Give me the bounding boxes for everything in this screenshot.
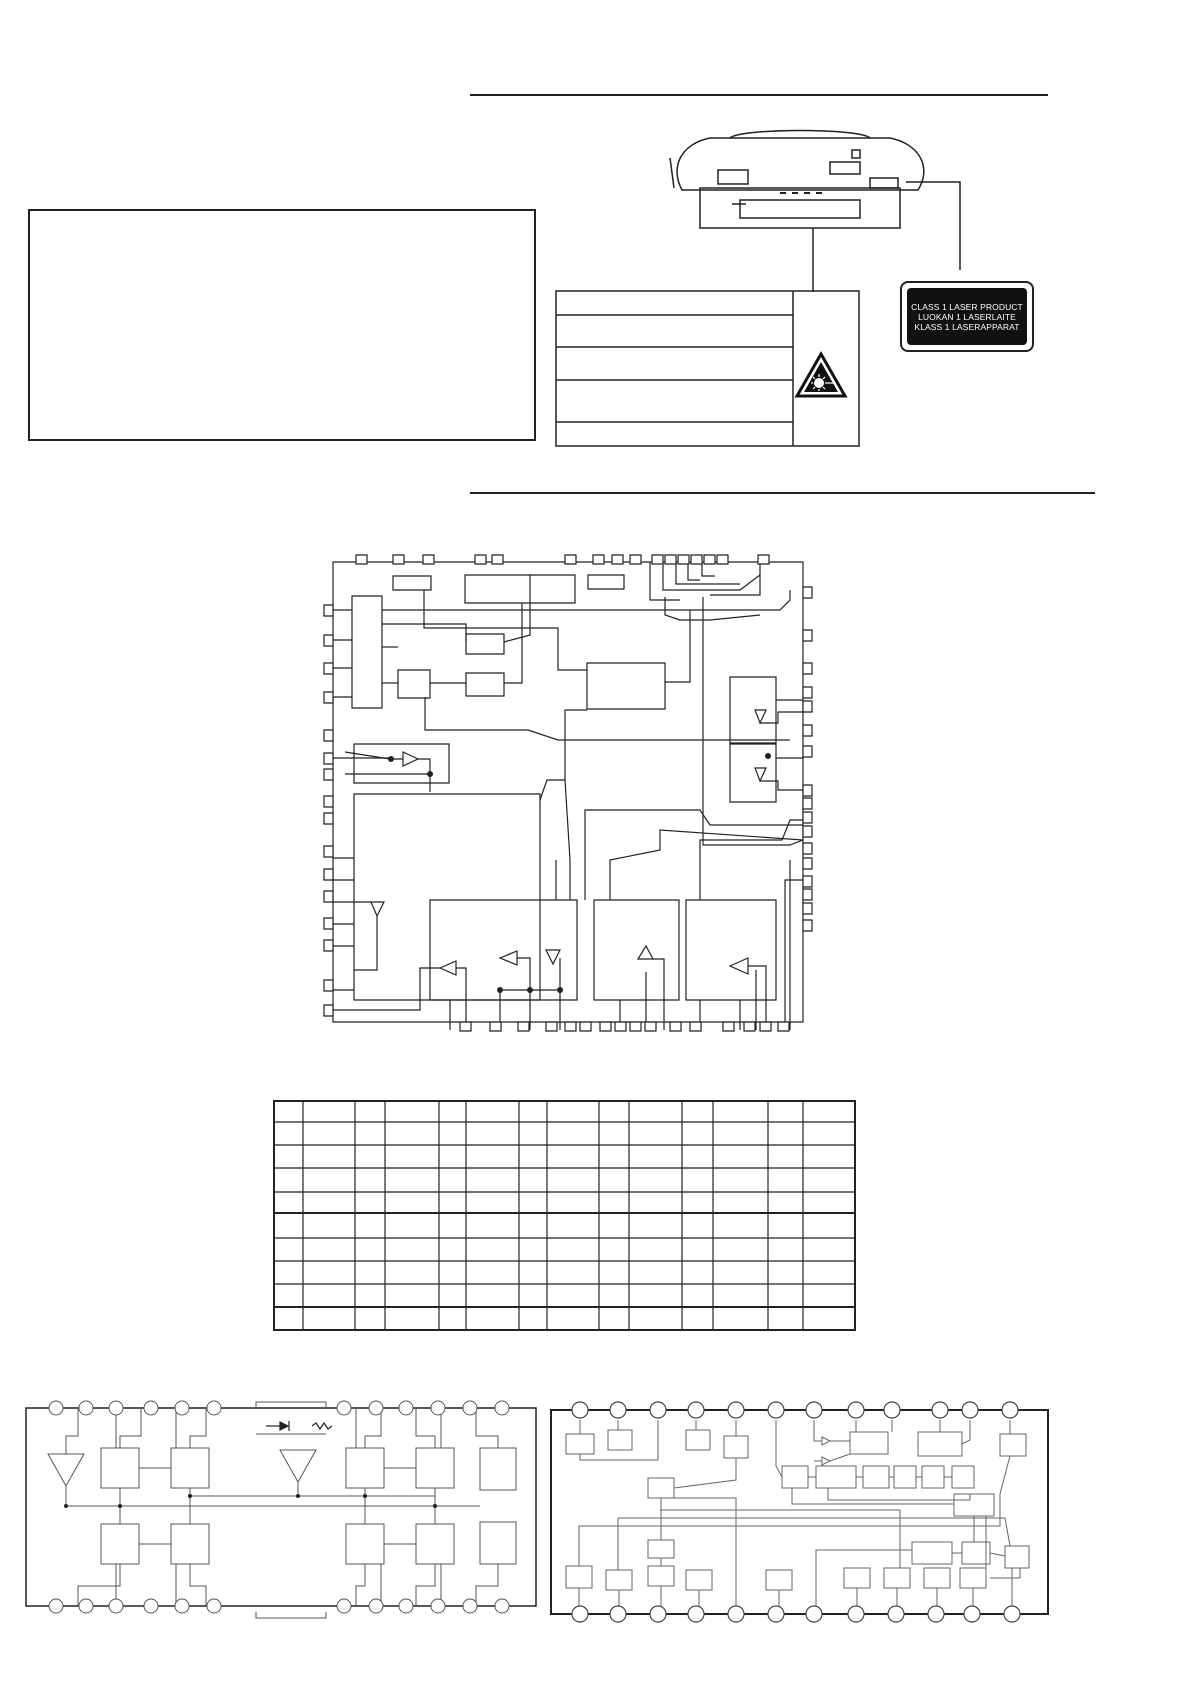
right-chip-schematic — [550, 1400, 1050, 1622]
pin-table-grid — [273, 1100, 857, 1332]
laser-label-line-3: KLASS 1 LASERAPPARAT — [914, 321, 1020, 332]
laser-label-line-2: LUOKAN 1 LASERLAITE — [918, 311, 1016, 322]
ic-outline — [333, 562, 803, 1022]
laser-label-line-1: CLASS 1 LASER PRODUCT — [911, 301, 1023, 312]
left-chip-schematic — [26, 1396, 538, 1618]
